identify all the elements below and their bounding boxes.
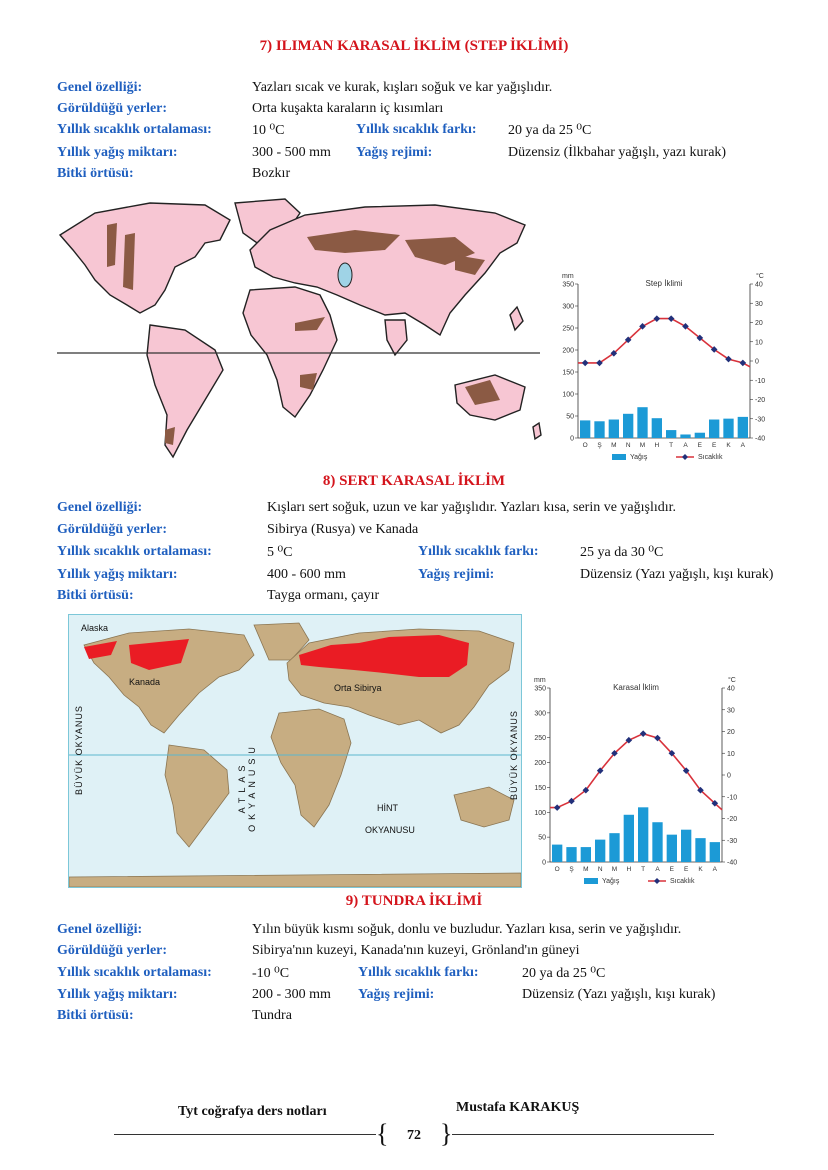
s8-sicaklik-ort-label: Yıllık sıcaklık ortalaması: — [57, 544, 212, 559]
s9-bitki-label: Bitki örtüsü: — [57, 1008, 134, 1023]
s8-yagis-miktar-label: Yıllık yağış miktarı: — [57, 567, 178, 582]
footer-rule-right — [452, 1134, 714, 1135]
precip-bar — [695, 433, 705, 438]
s7-yagis-rejim-value: Düzensiz (İlkbahar yağışlı, yazı kurak) — [508, 145, 727, 160]
right-tick-label: 30 — [755, 300, 763, 308]
s7-bitki-label: Bitki örtüsü: — [57, 166, 134, 181]
section-9-title: 9) TUNDRA İKLİMİ — [345, 893, 483, 909]
right-tick-label: -20 — [727, 816, 738, 823]
precip-bar — [609, 420, 619, 438]
left-tick-label: 100 — [562, 391, 574, 399]
left-tick-label: 50 — [566, 413, 574, 421]
chart-title: Step İklimi — [645, 279, 683, 288]
s8-sicaklik-fark-label: Yıllık sıcaklık farkı: — [418, 544, 539, 559]
precip-bar — [581, 847, 591, 862]
temperature-point — [582, 360, 589, 367]
s9-yagis-miktar-label: Yıllık yağış miktarı: — [57, 987, 178, 1002]
s8-yagis-rejim-value: Düzensiz (Yazı yağışlı, kışı kurak) — [580, 567, 774, 582]
precip-bar — [709, 420, 719, 438]
temperature-point — [640, 730, 647, 737]
month-label: M — [611, 866, 618, 873]
month-label: M — [611, 442, 617, 449]
legend-temp-marker — [654, 878, 660, 884]
month-label: T — [641, 866, 646, 873]
right-tick-label: 10 — [727, 750, 735, 758]
s7-sicaklik-ort-value: 10 ⁰C — [252, 123, 285, 138]
right-tick-label: -40 — [755, 435, 766, 443]
page-number: 72 — [407, 1128, 421, 1143]
s8-bitki-value: Tayga ormanı, çayır — [267, 588, 380, 603]
temperature-line — [550, 734, 722, 810]
australia-land — [454, 787, 514, 827]
right-tick-label: -10 — [727, 794, 738, 802]
month-label: Ş — [597, 442, 602, 449]
s8-genel-label: Genel özelliği: — [57, 500, 143, 515]
precip-bar — [638, 807, 648, 862]
s9-genel-label: Genel özelliği: — [57, 922, 143, 937]
month-label: K — [698, 866, 703, 873]
right-tick-label: -40 — [727, 859, 738, 867]
s7-yerler-label: Görüldüğü yerler: — [57, 101, 168, 116]
right-tick-label: 40 — [727, 685, 735, 693]
s7-sicaklik-fark-value: 20 ya da 25 ⁰C — [508, 123, 592, 138]
month-label: O — [582, 442, 588, 449]
south-america — [147, 325, 223, 457]
precip-bar — [680, 434, 690, 438]
precip-bar — [681, 830, 691, 862]
precip-bar — [609, 833, 619, 862]
precip-bar — [652, 418, 662, 438]
left-tick-label: 300 — [534, 710, 546, 718]
left-tick-label: 150 — [534, 784, 546, 792]
s9-yagis-rejim-value: Düzensiz (Yazı yağışlı, kışı kurak) — [522, 987, 716, 1002]
s9-sicaklik-fark-value: 20 ya da 25 ⁰C — [522, 966, 606, 981]
left-tick-label: 350 — [534, 685, 546, 693]
precip-bar — [566, 847, 576, 862]
precip-bar — [624, 815, 634, 862]
s8-yagis-miktar-value: 400 - 600 mm — [267, 567, 346, 582]
precip-bar — [623, 414, 633, 438]
right-tick-label: 20 — [727, 729, 735, 736]
right-tick-label: -10 — [755, 377, 766, 385]
precip-bar — [595, 840, 605, 862]
label-kanada: Kanada — [129, 677, 161, 687]
month-label: Ş — [569, 866, 574, 873]
month-label: M — [583, 866, 589, 873]
temperature-point — [554, 804, 561, 811]
left-tick-label: 250 — [534, 735, 546, 743]
s9-yagis-rejim-label: Yağış rejimi: — [358, 987, 435, 1002]
right-tick-label: -30 — [755, 416, 766, 424]
s9-sicaklik-fark-label: Yıllık sıcaklık farkı: — [358, 965, 479, 980]
africa — [243, 287, 337, 417]
label-hint: HİNT — [377, 803, 398, 813]
precip-bar — [710, 842, 720, 862]
precip-bar — [666, 430, 676, 438]
label-alaska: Alaska — [81, 623, 109, 633]
s8-yerler-value: Sibirya (Rusya) ve Kanada — [267, 522, 419, 537]
left-tick-label: 300 — [562, 303, 574, 311]
month-label: N — [597, 866, 603, 873]
left-tick-label: 50 — [538, 834, 546, 842]
legend-temp-label: Sıcaklık — [670, 878, 695, 885]
label-atlas-okyanusu: ATLAS OKYANUSU — [237, 742, 257, 832]
s7-yagis-miktar-value: 300 - 500 mm — [252, 145, 331, 160]
left-tick-label: 200 — [534, 760, 546, 768]
s9-yagis-miktar-value: 200 - 300 mm — [252, 987, 331, 1002]
month-label: O — [554, 866, 560, 873]
s9-sicaklik-ort-value: -10 ⁰C — [252, 966, 290, 981]
footer-brace-left: { — [376, 1119, 389, 1148]
left-tick-label: 100 — [534, 809, 546, 817]
month-label: A — [683, 442, 688, 449]
s7-yerler-value: Orta kuşakta karaların iç kısımları — [252, 101, 444, 116]
continental-climate-chart — [522, 672, 752, 890]
s7-genel-label: Genel özelliği: — [57, 80, 143, 95]
s9-bitki-value: Tundra — [252, 1008, 292, 1023]
legend-precip-label: Yağış — [630, 454, 648, 461]
s7-yagis-miktar-label: Yıllık yağış miktarı: — [57, 145, 178, 160]
s7-sicaklik-fark-label: Yıllık sıcaklık farkı: — [356, 122, 477, 137]
s9-sicaklik-ort-label: Yıllık sıcaklık ortalaması: — [57, 965, 212, 980]
legend-precip-label: Yağış — [602, 878, 620, 885]
right-tick-label: 10 — [755, 339, 763, 347]
label-buyuk-okyanus-right: BÜYÜK OKYANUS — [509, 710, 519, 800]
left-tick-label: 250 — [562, 325, 574, 333]
footer-brace-right: } — [440, 1119, 453, 1148]
s9-yerler-label: Görüldüğü yerler: — [57, 943, 168, 958]
section-7-title: 7) ILIMAN KARASAL İKLİM (STEP İKLİMİ) — [259, 38, 569, 54]
label-buyuk-okyanus-left: BÜYÜK OKYANUS — [74, 705, 84, 795]
month-label: H — [626, 866, 632, 873]
precip-bar — [723, 419, 733, 438]
s8-yagis-rejim-label: Yağış rejimi: — [418, 567, 495, 582]
step-climate-map — [55, 195, 545, 467]
temperature-point — [740, 360, 747, 367]
step-climate-chart — [550, 268, 780, 466]
right-tick-label: 0 — [727, 772, 731, 780]
legend-temp-marker — [682, 454, 688, 460]
legend-precip-swatch — [612, 454, 626, 460]
temperature-line — [578, 319, 750, 367]
s7-bitki-value: Bozkır — [252, 166, 291, 181]
left-tick-label: 150 — [562, 369, 574, 377]
month-label: A — [740, 442, 746, 449]
footer-right: Mustafa KARAKUŞ — [456, 1100, 580, 1115]
right-unit: °C — [756, 273, 764, 280]
right-tick-label: 40 — [755, 281, 763, 289]
label-okyanusu: OKYANUSU — [365, 825, 415, 835]
month-label: E — [697, 442, 703, 449]
s8-sicaklik-ort-value: 5 ⁰C — [267, 545, 293, 560]
africa-land — [271, 709, 351, 827]
month-label: H — [654, 442, 660, 449]
precip-bar — [652, 822, 662, 862]
antarctica-land — [69, 873, 521, 887]
precip-bar — [667, 835, 677, 862]
month-label: K — [726, 442, 731, 449]
left-unit: mm — [562, 273, 574, 280]
temperature-point — [654, 315, 661, 322]
month-label: M — [639, 442, 646, 449]
precip-bar — [695, 838, 705, 862]
footer-left: Tyt coğrafya ders notları — [178, 1104, 327, 1119]
s8-sicaklik-fark-value: 25 ya da 30 ⁰C — [580, 545, 664, 560]
right-tick-label: 0 — [755, 358, 759, 366]
month-label: E — [669, 866, 675, 873]
month-label: E — [683, 866, 689, 873]
s8-yerler-label: Görüldüğü yerler: — [57, 522, 168, 537]
month-label: T — [669, 442, 674, 449]
right-unit: °C — [728, 677, 736, 684]
s9-genel-value: Yılın büyük kısmı soğuk, donlu ve buzludur. Yazları kısa, serin ve yağışlıdır. — [252, 922, 682, 937]
temperature-point — [668, 315, 675, 322]
precip-bar — [580, 420, 590, 438]
precip-bar — [594, 421, 604, 438]
s8-genel-value: Kışları sert soğuk, uzun ve kar yağışlıdır. Yazları kısa, serin ve yağışlıdır. — [267, 500, 677, 515]
s7-yagis-rejim-label: Yağış rejimi: — [356, 145, 433, 160]
right-tick-label: -20 — [755, 397, 766, 404]
left-tick-label: 0 — [570, 435, 574, 443]
s7-genel-value: Yazları sıcak ve kurak, kışları soğuk ve kar yağışlıdır. — [252, 80, 553, 95]
precip-bar — [552, 845, 562, 862]
legend-temp-label: Sıcaklık — [698, 454, 723, 461]
left-tick-label: 350 — [562, 281, 574, 289]
chart-title: Karasal İklim — [613, 683, 659, 692]
precip-bar — [637, 407, 647, 438]
s8-bitki-label: Bitki örtüsü: — [57, 588, 134, 603]
month-label: E — [711, 442, 717, 449]
month-label: A — [655, 866, 660, 873]
sa-land — [165, 745, 229, 847]
month-label: N — [625, 442, 631, 449]
right-tick-label: -30 — [727, 837, 738, 845]
section-8-title: 8) SERT KARASAL İKLİM — [322, 473, 506, 489]
right-tick-label: 30 — [727, 707, 735, 715]
left-unit: mm — [534, 677, 546, 684]
footer-rule-left — [114, 1134, 376, 1135]
right-tick-label: 20 — [755, 320, 763, 327]
north-america — [60, 203, 230, 313]
month-label: A — [712, 866, 718, 873]
continental-climate-map — [68, 614, 522, 888]
s9-yerler-value: Sibirya'nın kuzeyi, Kanada'nın kuzeyi, Grönland'ın güneyi — [252, 943, 580, 958]
left-tick-label: 0 — [542, 859, 546, 867]
left-tick-label: 200 — [562, 347, 574, 355]
s7-sicaklik-ort-label: Yıllık sıcaklık ortalaması: — [57, 122, 212, 137]
precip-bar — [738, 417, 748, 438]
india — [385, 320, 407, 355]
legend-precip-swatch — [584, 878, 598, 884]
label-orta-sibirya: Orta Sibirya — [334, 683, 382, 693]
